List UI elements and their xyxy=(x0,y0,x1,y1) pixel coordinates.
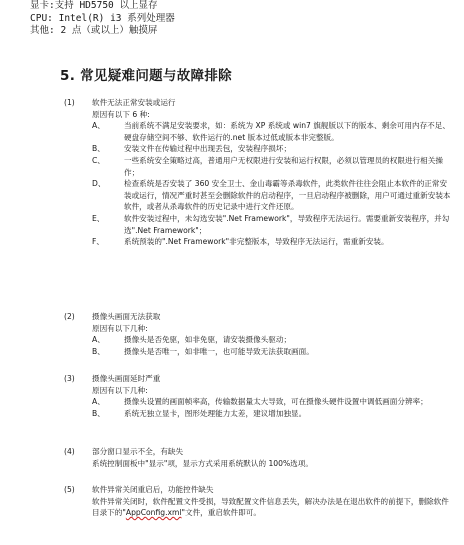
list-text: 摄像头是否免驱，如非免驱，请安装摄像头驱动； xyxy=(124,335,292,345)
list-item xyxy=(72,346,452,358)
list-text: 系统预装的".Net Framework"非完整版本，导致程序无法运行，需重新安装。 xyxy=(124,237,389,247)
list-item xyxy=(72,120,452,143)
list-item xyxy=(72,213,452,236)
list-item xyxy=(72,143,452,155)
list-item xyxy=(72,408,452,420)
faq-title-text: 摄像头画面延时严重 xyxy=(92,374,161,383)
faq-section-4 xyxy=(64,446,452,469)
list-marker: A、 xyxy=(92,335,105,345)
answer-text-before: 软件异常关闭时，软件配置文件受损，导致配置文件信息丢失，解决办法是在退出软件的前提下，删除软件目录下的" xyxy=(92,496,449,518)
faq-title xyxy=(64,97,452,109)
list-text: 检查系统是否安装了 360 安全卫士、金山毒霸等杀毒软件，此类软件往往会阻止本软件的正常安装或运行，情况严重时甚至会删除软件的启动程序，一旦启动程序被删除，用户可通过重新安装本软件，或者从杀毒软件的历史记录中进行文件还原。 xyxy=(124,179,451,212)
faq-number: (2) xyxy=(64,312,75,321)
faq-title-text: 软件无法正常安装或运行 xyxy=(92,98,176,107)
spec-line-cpu: CPU: Intel(R) i3 系列处理器 xyxy=(30,12,175,24)
list-item xyxy=(72,155,452,178)
faq-number: (4) xyxy=(64,447,75,456)
system-requirements xyxy=(30,0,175,38)
list-item xyxy=(72,178,452,213)
faq-title xyxy=(64,484,452,496)
faq-intro: 原因有以下 6 种: xyxy=(92,109,150,119)
list-item xyxy=(72,334,452,346)
faq-title xyxy=(64,373,452,385)
list-marker: B、 xyxy=(92,408,105,418)
list-marker: E、 xyxy=(92,213,105,223)
list-item xyxy=(72,396,452,408)
section-heading: 5. 常见疑难问题与故障排除 xyxy=(60,68,232,84)
faq-section-1 xyxy=(64,97,452,248)
list-marker: C、 xyxy=(92,155,105,165)
faq-intro: 原因有以下几种: xyxy=(92,385,148,395)
faq-section-3 xyxy=(64,373,452,419)
faq-answer: 系统控制面板中"显示"项，显示方式采用系统默认的 100%选项。 xyxy=(92,458,313,468)
list-text: 软件安装过程中，未勾选安装".Net Framework"，导致程序无法运行。需要重新安装程序，并勾选".Net Framework"； xyxy=(124,213,450,235)
list-text: 摄像头设置的画面帧率高，传输数据量太大导致，可在摄像头硬件设置中调低画面分辨率； xyxy=(124,397,428,407)
list-marker: D、 xyxy=(92,179,106,189)
spec-line-other: 其他: 2 点（或以上）触摸屏 xyxy=(30,25,158,36)
answer-text-after: "文件，重启软件即可。 xyxy=(181,508,261,518)
list-text: 当前系统不满足安装要求，如：系统为 XP 系统或 win7 旗舰版以下的版本、剩余可用内存不足、硬盘存储空间不够、软件运行的.net 版本过低或版本非完整版。 xyxy=(124,121,450,142)
faq-number: (5) xyxy=(64,485,75,494)
config-filename: AppConfig.xml xyxy=(125,508,182,518)
faq-title-text: 摄像头画面无法获取 xyxy=(92,312,161,321)
faq-answer xyxy=(72,496,452,519)
faq-title-text: 部分窗口显示不全，有缺失 xyxy=(92,447,184,456)
list-item xyxy=(72,236,452,248)
list-marker: A、 xyxy=(92,121,105,131)
list-marker: B、 xyxy=(92,346,105,356)
faq-title xyxy=(64,446,452,458)
faq-title xyxy=(64,311,452,323)
spec-line-gpu: 显卡:支持 HD5750 以上显存 xyxy=(30,0,158,11)
list-text: 一些系统安全策略过高，普通用户无权限进行安装和运行权限，必须以管理员的权限进行相关操作； xyxy=(124,155,443,177)
list-marker: A、 xyxy=(92,397,105,407)
faq-title-text: 软件异常关闭重启后，功能控件缺失 xyxy=(92,485,214,494)
faq-number: (1) xyxy=(64,98,75,107)
list-text: 摄像头是否唯一，如非唯一，也可能导致无法获取画面。 xyxy=(124,346,314,356)
faq-number: (3) xyxy=(64,374,75,383)
list-marker: B、 xyxy=(92,144,105,154)
faq-section-5 xyxy=(64,484,452,519)
list-marker: F、 xyxy=(92,237,104,247)
list-text: 安装文件在传输过程中出现丢包，安装程序损坏； xyxy=(124,144,292,154)
faq-section-2 xyxy=(64,311,452,357)
list-text: 系统无独立显卡，图形处理能力太差，建议增加独显。 xyxy=(124,408,307,418)
faq-intro: 原因有以下几种: xyxy=(92,323,148,333)
